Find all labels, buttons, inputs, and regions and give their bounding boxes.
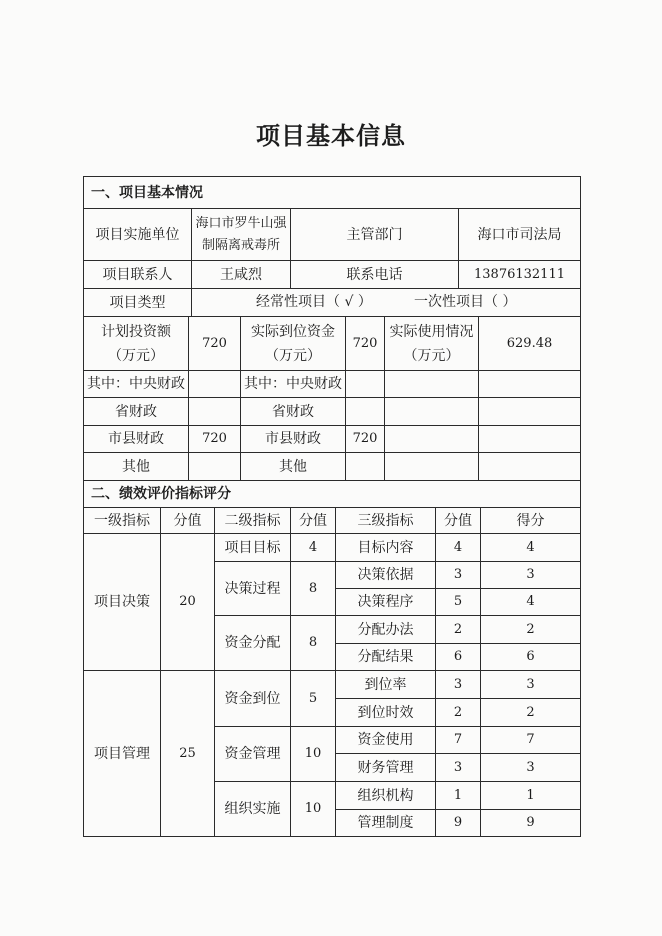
- funding-row-received: [345, 397, 385, 426]
- level3-indicator: 管理制度: [335, 809, 436, 837]
- column-header: 分值: [290, 507, 336, 534]
- funding-row-label: 其中：中央财政: [240, 370, 346, 398]
- section-heading-basic-info: 一、项目基本情况: [83, 176, 581, 209]
- funding-row-label: 省财政: [83, 397, 189, 426]
- funding-row-label: 其中：中央财政: [83, 370, 189, 398]
- level3-result: 3: [480, 561, 581, 589]
- funding-row-planned: [188, 370, 241, 398]
- level2-score: 8: [290, 615, 336, 671]
- planned-investment-label: [83, 316, 189, 371]
- implementer-value: 海口市罗牛山强制隔离戒毒所: [195, 215, 287, 253]
- implementer-cell: [191, 208, 291, 261]
- level3-result: 3: [480, 753, 581, 782]
- level2-indicator: 决策过程: [214, 561, 291, 616]
- received-funds-unit: （万元）: [265, 347, 321, 364]
- contact-value: 王咸烈: [191, 260, 291, 289]
- funding-row-label: 其他: [83, 452, 189, 481]
- funding-row-label: 市县财政: [83, 425, 189, 453]
- funding-row-label: 省财政: [240, 397, 346, 426]
- received-funds-value: 720: [345, 316, 385, 371]
- level2-indicator: 资金管理: [214, 726, 291, 782]
- funding-row-received: [345, 370, 385, 398]
- level3-score: 2: [435, 698, 481, 727]
- column-header: 二级指标: [214, 507, 291, 534]
- funding-row-usage-label: [384, 370, 479, 398]
- level3-indicator: 决策依据: [335, 561, 436, 589]
- department-label: 主管部门: [290, 208, 459, 261]
- funding-row-received: [345, 452, 385, 481]
- level3-result: 2: [480, 698, 581, 727]
- level1-indicator: 项目决策: [83, 533, 161, 671]
- department-value: 海口市司法局: [458, 208, 581, 261]
- level1-score: 25: [160, 670, 215, 837]
- column-header: 三级指标: [335, 507, 436, 534]
- level3-score: 3: [435, 561, 481, 589]
- planned-investment-value: 720: [188, 316, 241, 371]
- column-header: 分值: [435, 507, 481, 534]
- phone-value: 13876132111: [458, 260, 581, 289]
- level3-indicator: 分配办法: [335, 615, 436, 644]
- level2-score: 8: [290, 561, 336, 616]
- funding-row-planned: [188, 397, 241, 426]
- level2-indicator: 组织实施: [214, 781, 291, 837]
- received-funds-text: 实际到位资金: [251, 323, 335, 340]
- funding-row-usage-value: [478, 397, 581, 426]
- level3-score: 6: [435, 643, 481, 671]
- level3-score: 3: [435, 753, 481, 782]
- level3-score: 1: [435, 781, 481, 810]
- level3-score: 2: [435, 615, 481, 644]
- funding-row-label: 市县财政: [240, 425, 346, 453]
- level3-result: 4: [480, 533, 581, 562]
- level3-score: 9: [435, 809, 481, 837]
- funding-row-usage-label: [384, 397, 479, 426]
- funding-row-planned: [188, 452, 241, 481]
- funding-row-usage-value: [478, 370, 581, 398]
- funding-row-usage-value: [478, 452, 581, 481]
- section-heading-performance: 二、绩效评价指标评分: [83, 480, 581, 508]
- phone-label: 联系电话: [290, 260, 459, 289]
- level3-indicator: 资金使用: [335, 726, 436, 754]
- level1-score: 20: [160, 533, 215, 671]
- actual-usage-text: 实际使用情况: [389, 323, 474, 340]
- level2-score: 4: [290, 533, 336, 562]
- project-type-label: 项目类型: [83, 288, 192, 317]
- level3-result: 1: [480, 781, 581, 810]
- level3-result: 6: [480, 643, 581, 671]
- actual-usage-value: 629.48: [478, 316, 581, 371]
- column-header: 一级指标: [83, 507, 161, 534]
- implementer-label: 项目实施单位: [83, 208, 192, 261]
- level3-score: 4: [435, 533, 481, 562]
- funding-row-received: 720: [345, 425, 385, 453]
- level2-indicator: 资金到位: [214, 670, 291, 727]
- column-header: 分值: [160, 507, 215, 534]
- level3-indicator: 财务管理: [335, 753, 436, 782]
- received-funds-label: [240, 316, 346, 371]
- level3-result: 3: [480, 670, 581, 699]
- contact-label: 项目联系人: [83, 260, 192, 289]
- level2-indicator: 资金分配: [214, 615, 291, 671]
- level3-indicator: 目标内容: [335, 533, 436, 562]
- page-title: 项目基本信息: [256, 121, 406, 150]
- level3-score: 5: [435, 588, 481, 616]
- level3-result: 7: [480, 726, 581, 754]
- project-type-cell: [191, 288, 581, 317]
- level2-score: 10: [290, 726, 336, 782]
- project-type-one-time: 一次性项目（ ）: [414, 294, 517, 310]
- level2-score: 10: [290, 781, 336, 837]
- level3-result: 9: [480, 809, 581, 837]
- level2-indicator: 项目目标: [214, 533, 291, 562]
- level3-result: 4: [480, 588, 581, 616]
- funding-row-planned: 720: [188, 425, 241, 453]
- actual-usage-unit: （万元）: [403, 347, 460, 364]
- level2-score: 5: [290, 670, 336, 727]
- level3-indicator: 组织机构: [335, 781, 436, 810]
- column-header: 得分: [480, 507, 581, 534]
- level1-indicator: 项目管理: [83, 670, 161, 837]
- level3-score: 3: [435, 670, 481, 699]
- planned-investment-unit: （万元）: [108, 347, 164, 364]
- level3-indicator: 到位率: [335, 670, 436, 699]
- actual-usage-label: [384, 316, 479, 371]
- level3-indicator: 分配结果: [335, 643, 436, 671]
- funding-row-usage-value: [478, 425, 581, 453]
- funding-row-usage-label: [384, 452, 479, 481]
- level3-indicator: 到位时效: [335, 698, 436, 727]
- funding-row-usage-label: [384, 425, 479, 453]
- level3-score: 7: [435, 726, 481, 754]
- funding-row-label: 其他: [240, 452, 346, 481]
- planned-investment-text: 计划投资额: [101, 323, 171, 340]
- level3-indicator: 决策程序: [335, 588, 436, 616]
- project-type-recurring: 经常性项目（ √ ）: [256, 294, 372, 310]
- level3-result: 2: [480, 615, 581, 644]
